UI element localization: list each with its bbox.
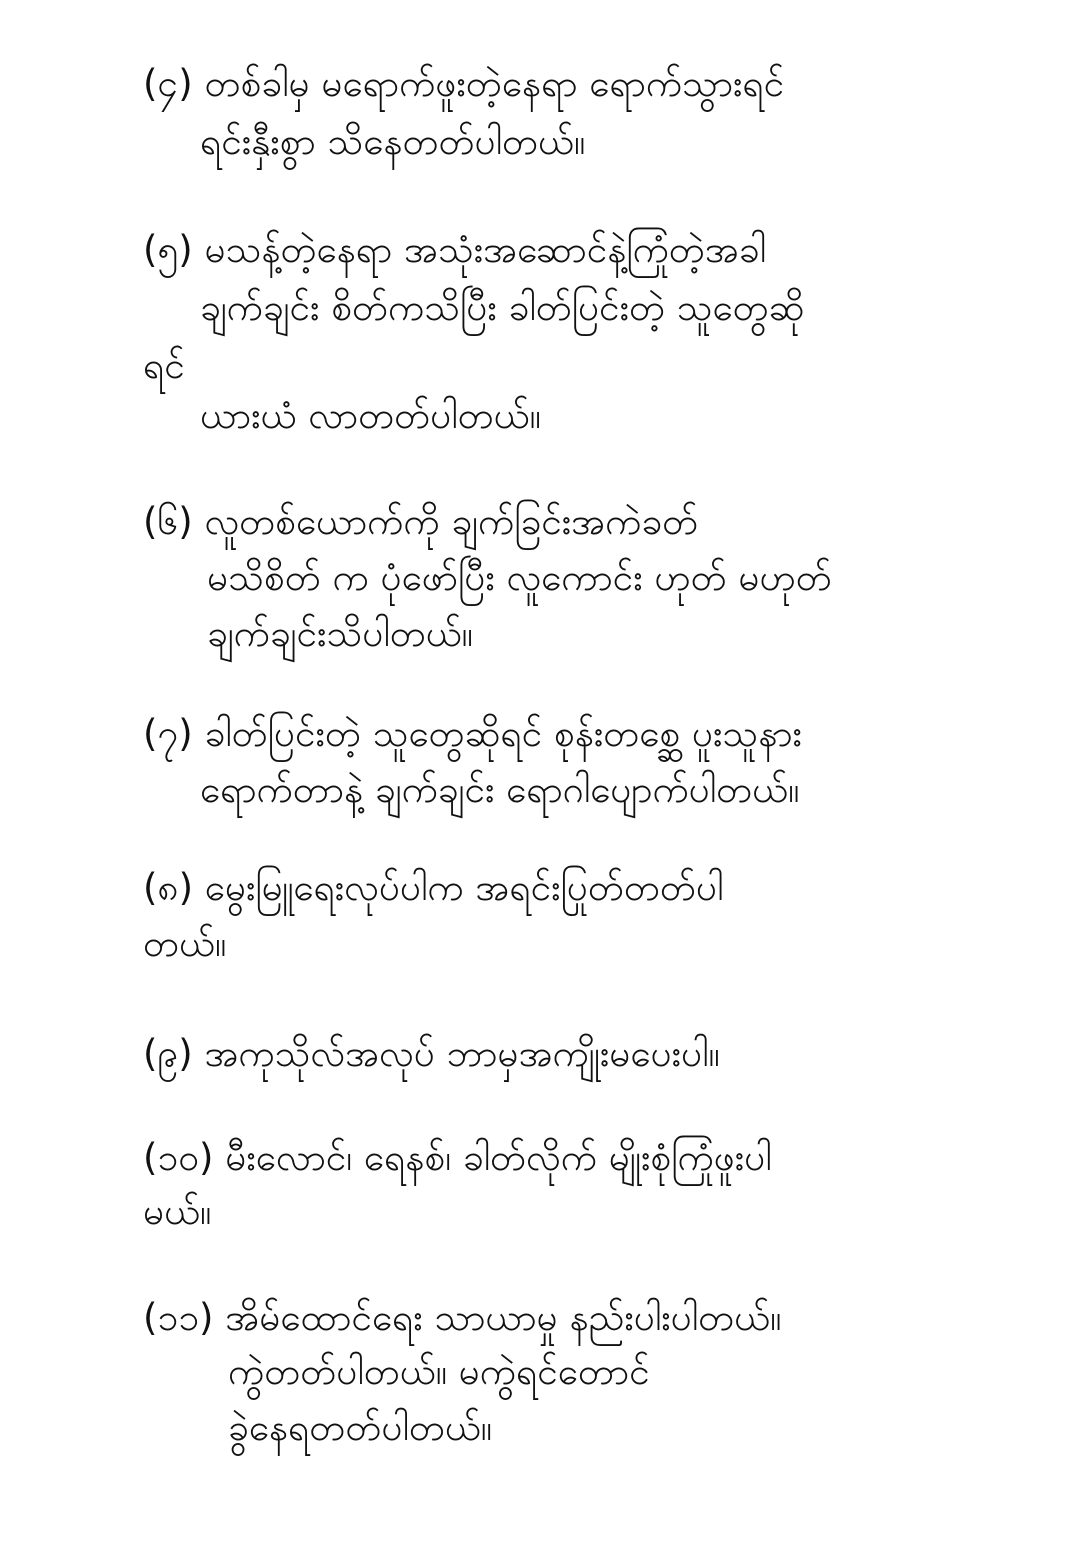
list-item-line: ယားယံ လာတတ်ပါတယ်။	[200, 394, 541, 437]
list-item-line: မယ်။	[143, 1190, 212, 1233]
list-item-line: (၄) တစ်ခါမှ မရောက်ဖူးတဲ့နေရာ ရောက်သွားရင်	[143, 62, 785, 105]
list-item-line: (၁၀) မီးလောင်၊ ရေနစ်၊ ခါတ်လိုက် မျိုးစုံကြုံဖူးပါ	[143, 1136, 772, 1179]
list-item-line: ချက်ချင်းသိပါတယ်။	[207, 612, 473, 655]
list-item-line: ခွဲနေရတတ်ပါတယ်။	[228, 1406, 492, 1449]
list-item-line: (၁၁) အိမ်ထောင်ရေး သာယာမှု နည်းပါးပါတယ်။	[143, 1296, 782, 1339]
list-item-line: ရင်	[143, 344, 185, 387]
list-item-line: (၅) မသန့်တဲ့နေရာ အသုံးအဆောင်နဲ့ကြုံတဲ့အခါ	[143, 228, 767, 271]
list-item-line: (၆) လူတစ်ယောက်ကို ချက်ခြင်းအကဲခတ်	[143, 500, 699, 543]
list-item-line: မသိစိတ် က ပုံဖော်ပြီး လူကောင်း ဟုတ် မဟုတ်	[207, 556, 832, 599]
list-item-line: (၇) ခါတ်ပြင်းတဲ့ သူတွေဆိုရင် စုန်းတစ္ဆေ ပူးသူနား	[143, 712, 802, 755]
list-item-line: (၉) အကုသိုလ်အလုပ် ဘာမှအကျိုးမပေးပါ။	[143, 1032, 720, 1075]
list-item-line: တယ်။	[143, 922, 227, 965]
list-item-line: ကွဲတတ်ပါတယ်။ မကွဲရင်တောင်	[228, 1350, 650, 1393]
list-item-line: ရင်းနှီးစွာ သိနေတတ်ပါတယ်။	[200, 120, 586, 163]
list-item-line: (၈) မွေးမြူရေးလုပ်ပါက အရင်းပြုတ်တတ်ပါ	[143, 866, 724, 909]
list-item-line: ချက်ချင်း စိတ်ကသိပြီး ခါတ်ပြင်းတဲ့ သူတွေဆို	[200, 286, 805, 329]
list-item-line: ရောက်တာနဲ့ ချက်ချင်း ရောဂါပျောက်ပါတယ်။	[200, 768, 800, 811]
